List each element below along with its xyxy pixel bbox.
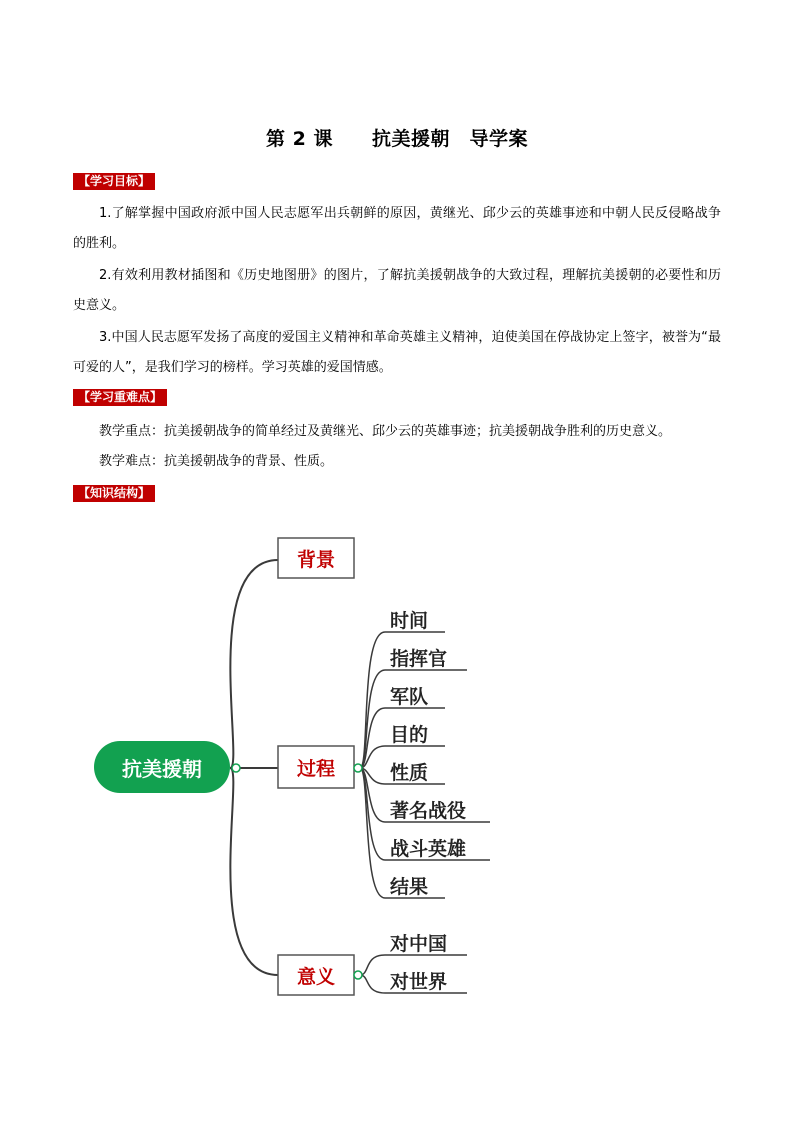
branch-significance-label: 意义 — [296, 966, 336, 988]
objective-3: 3.中国人民志愿军发扬了高度的爱国主义精神和革命英雄主义精神，迫使美国在停战协定上签字，被誉为“最可爱的人”，是我们学习的榜样。学习英雄的爱国情感。 — [73, 330, 721, 375]
branch-process-label: 过程 — [296, 758, 336, 780]
collapse-dot — [232, 764, 240, 772]
process-item: 时间 — [390, 610, 429, 632]
teaching-difficulty: 教学难点：抗美援朝战争的背景、性质。 — [99, 454, 334, 469]
process-item: 指挥官 — [390, 648, 448, 670]
objective-1: 1.了解掌握中国政府派中国人民志愿军出兵朝鲜的原因，黄继光、邱少云的英雄事迹和中朝人民反侵略战争的胜利。 — [73, 206, 721, 251]
page-title: 第 2 课 抗美援朝 导学案 — [266, 128, 528, 150]
process-item: 战斗英雄 — [390, 838, 467, 860]
process-item: 军队 — [390, 686, 429, 708]
objective-2: 2.有效利用教材插图和《历史地图册》的图片，了解抗美援朝战争的大致过程，理解抗美援朝的必要性和历史意义。 — [73, 268, 721, 313]
section-label-key-points: 【学习重难点】 — [73, 389, 167, 406]
section-label-structure: 【知识结构】 — [73, 485, 155, 502]
process-item: 著名战役 — [390, 800, 467, 822]
process-item: 目的 — [390, 724, 429, 746]
branch-background-label: 背景 — [296, 549, 336, 571]
teaching-focus: 教学重点：抗美援朝战争的简单经过及黄继光、邱少云的英雄事迹；抗美援朝战争胜利的历史意义。 — [99, 424, 672, 439]
connector-significance — [230, 768, 278, 975]
process-item: 结果 — [390, 876, 429, 898]
connector-background — [230, 560, 278, 768]
section-label-objectives: 【学习目标】 — [73, 173, 155, 190]
significance-item: 对中国 — [390, 933, 448, 955]
significance-item: 对世界 — [390, 971, 448, 993]
root-label: 抗美援朝 — [122, 757, 202, 781]
process-item: 性质 — [390, 762, 429, 784]
